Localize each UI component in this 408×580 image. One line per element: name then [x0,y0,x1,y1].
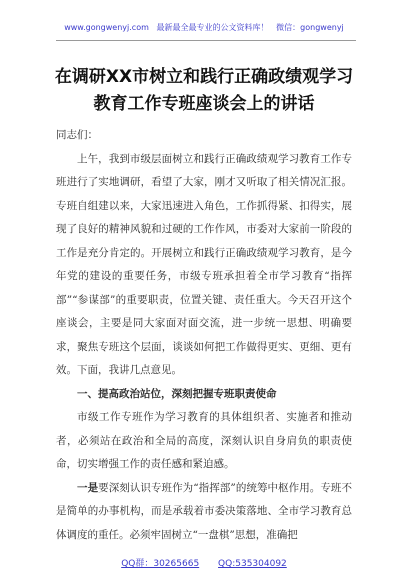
section-heading-1: 一、提高政治站位，深刻把握专班职责使命 [77,387,277,400]
greeting: 同志们： [56,129,98,141]
footer-qq-group[interactable]: QQ群：30265665 [121,559,200,569]
document-body [56,124,352,547]
header-divider [56,40,356,41]
page-footer [0,556,408,569]
title-line-1: 在调研XX市树立和践行正确政绩观学习 [54,67,354,87]
header-tagline: 最新最全最专业的公文资料库！ [156,23,269,32]
paragraph-intro: 上午，我到市级层面树立和践行正确政绩观学习教育工作专班进行了实地调研，看望了大家，刚才又听取了相关情况汇报。专班自组建以来，大家迅速进入角色，工作抓得紧、扣得实，展现了良好的精神风貌和过硬的工作作风，市委对大家前一阶段的工作是充分肯定的。开展树立和践行正确政绩观学习教育，是今年党的建设的重要任务，市级专班承担着全市学习教育“指挥部”“参谋部”的重要职责，位置关键、责任重大。今天召开这个座谈会，主要是同大家面对面交流，进一步统一思想、明确要求，聚焦专班这个层面，谈谈如何把工作做得更实、更细、更有效。下面，我讲几点意见。 [56,152,352,376]
title-line-2: 教育工作专班座谈会上的讲话 [93,94,315,114]
header-website[interactable]: www.gongwenyj.com [64,23,149,32]
paragraph-point-1 [56,477,352,548]
footer-qq[interactable]: QQ:535304092 [218,559,287,569]
page-header [0,22,408,33]
paragraph-section-1: 市级工作专班作为学习教育的具体组织者、实施者和推动者，必须站在政治和全局的高度，深刻认识自身肩负的职责使命，切实增强工作的责任感和紧迫感。 [56,411,352,470]
point-text: 要深刻认识专班作为“指挥部”的统筹中枢作用。专班不是简单的办事机构，而是承载着市委决策落地、全市学习教育总体调度的重任。必须牢固树立“一盘棋”思想，准确把 [56,481,352,541]
point-lead: 一是 [77,481,99,494]
document-title [0,64,408,118]
header-wechat: 微信：gongwenyj [276,23,344,32]
